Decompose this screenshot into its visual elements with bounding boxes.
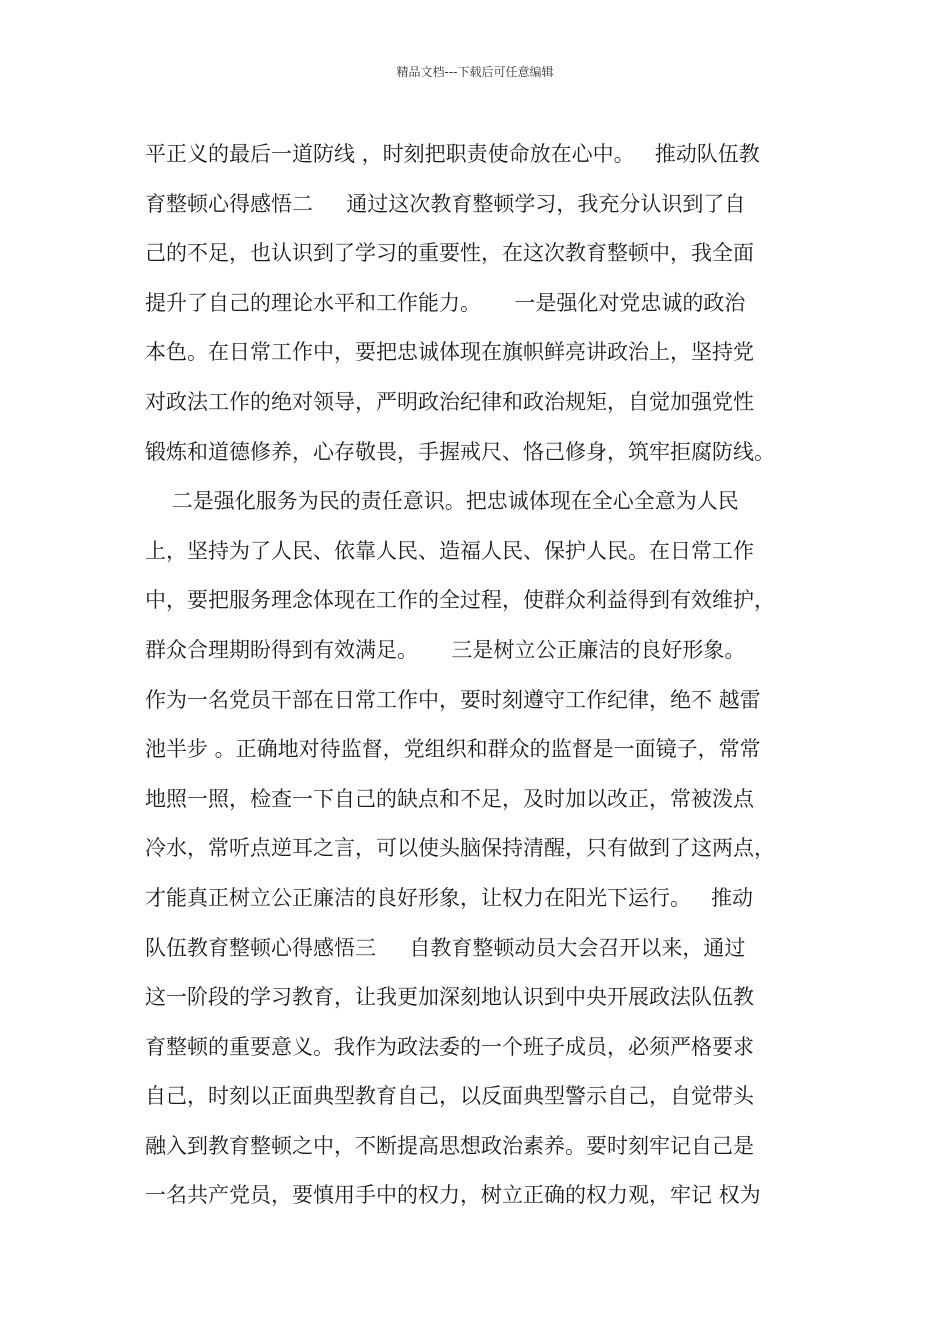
text-line: 上，坚持为了人民、依靠人民、造福人民、保护人民。在日常工作 [145, 538, 754, 563]
text-line: 己的不足，也认识到了学习的重要性，在这次教育整顿中，我全面 [145, 241, 754, 266]
text-line: 本色。在日常工作中，要把忠诚体现在旗帜鲜亮讲政治上，坚持党 [145, 340, 754, 365]
text-line: 中，要把服务理念体现在工作的全过程，使群众利益得到有效维护， [145, 588, 775, 613]
text-line: 育整顿的重要意义。我作为政法委的一个班子成员，必须严格要求 [145, 1034, 754, 1059]
text-line: 队伍教育整顿心得感悟三 自教育整顿动员大会召开以来，通过 [145, 935, 746, 960]
text-line: 这一阶段的学习教育，让我更加深刻地认识到中央开展政法队伍教 [145, 985, 754, 1010]
text-line: 平正义的最后一道防线 ，时刻把职责使命放在心中。 推动队伍教 [145, 142, 760, 166]
document-body [145, 130, 825, 1221]
text-line: 二是强化服务为民的责任意识。把忠诚体现在全心全意为人民 [145, 489, 739, 514]
text-line: 自己，时刻以正面典型教育自己，以反面典型警示自己，自觉带头 [145, 1084, 754, 1109]
text-line: 池半步 。正确地对待监督，党组织和群众的监督是一面镜子，常常 [145, 737, 761, 762]
text-line: 地照一照，检查一下自己的缺点和不足，及时加以改正，常被泼点 [145, 786, 754, 811]
text-line: 融入到教育整顿之中，不断提高思想政治素养。要时刻牢记自己是 [145, 1133, 754, 1158]
page-header: 精品文档---下载后可任意编辑 [396, 65, 554, 79]
text-line: 育整顿心得感悟二 通过这次教育整顿学习，我充分认识到了自 [145, 191, 746, 216]
text-line: 提升了自己的理论水平和工作能力。 一是强化对党忠诚的政治 [145, 290, 746, 315]
text-line: 对政法工作的绝对领导，严明政治纪律和政治规矩，自觉加强党性 [145, 389, 754, 414]
text-line: 一名共产党员，要慎用手中的权力，树立正确的权力观，牢记 权为 [145, 1183, 761, 1208]
text-line: 冷水，常听点逆耳之言，可以使头脑保持清醒，只有做到了这两点， [145, 836, 775, 861]
text-line: 群众合理期盼得到有效满足。 三是树立公正廉洁的良好形象。 [145, 637, 746, 662]
text-line: 锻炼和道德修养，心存敬畏，手握戒尺、恪己修身，筑牢拒腐防线。 [145, 439, 775, 464]
text-line: 才能真正树立公正廉洁的良好形象，让权力在阳光下运行。 推动 [145, 885, 754, 910]
text-line: 作为一名党员干部在日常工作中，要时刻遵守工作纪律，绝不 越雷 [145, 687, 761, 712]
